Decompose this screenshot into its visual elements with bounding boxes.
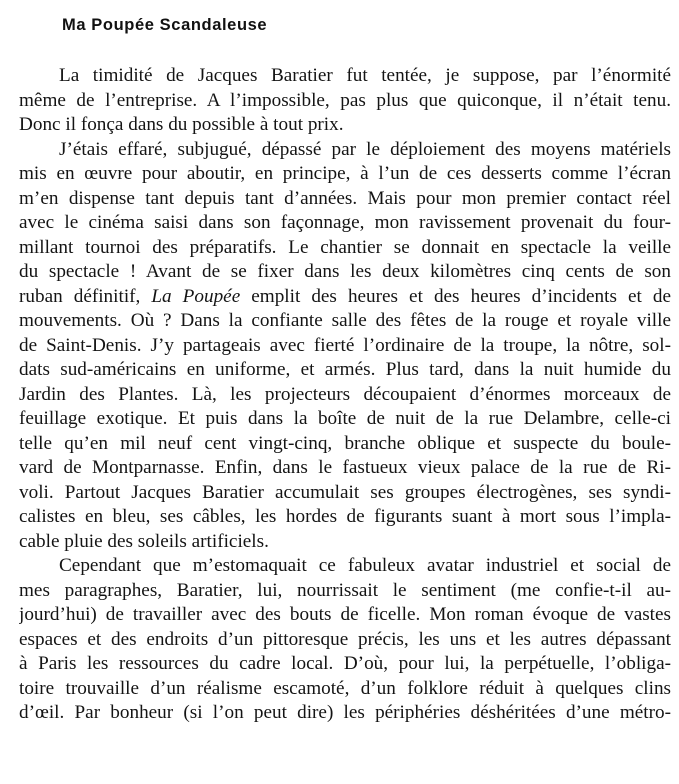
text-line: mis en œuvre pour aboutir, en principe, à l’un de ces desserts comme l’écran xyxy=(19,163,671,184)
text-line: vard de Montparnasse. Enfin, dans le fastueux vieux palace de la rue de Ri- xyxy=(19,457,671,478)
body-text xyxy=(19,64,671,726)
text-line: calistes en bleu, ses câbles, les hordes de figurants suant à mort sous l’impla- xyxy=(19,506,671,527)
chapter-title: Ma Poupée Scandaleuse xyxy=(62,16,268,34)
text-segment: emplit des heures et des heures d’incidents et de xyxy=(240,285,671,307)
text-line: toire trouvaille d’un réalisme escamoté, d’un folklore réduit à quelques clins xyxy=(19,677,671,699)
text-line: espaces et des endroits d’un pittoresque précis, les uns et les autres dépassant xyxy=(19,628,671,650)
text-line: jourd’hui) de travailler avec des bouts de ficelle. Mon roman évoque de vastes xyxy=(19,604,671,625)
text-line: cable pluie des soleils artificiels. xyxy=(19,530,269,552)
text-line: voli. Partout Jacques Baratier accumulait ses groupes électrogènes, ses syndi- xyxy=(19,481,671,503)
text-line: telle qu’en mil neuf cent vingt-cinq, branche oblique et suspecte du boule- xyxy=(19,432,671,454)
text-line: mes paragraphes, Baratier, lui, nourrissait le sentiment (me confie-t-il au- xyxy=(19,579,671,601)
text-line: dats sud-américains en uniforme, et armés. Plus tard, dans la nuit humide du xyxy=(19,359,671,380)
text-line: d’œil. Par bonheur (si l’on peut dire) les périphéries déshéritées d’une métro- xyxy=(19,702,671,723)
film-title-italic: La Poupée xyxy=(151,285,241,307)
text-line: même de l’entreprise. A l’impossible, pas plus que quiconque, il n’était tenu. xyxy=(19,89,671,111)
text-line: Cependant que m’estomaquait ce fabuleux avatar industriel et social de xyxy=(59,555,671,576)
text-line: avec le cinéma saisi dans son façonnage, mon ravissement provenait du four- xyxy=(19,212,671,233)
text-line: Donc il fonça dans du possible à tout prix. xyxy=(19,114,344,135)
text-line: Jardin des Plantes. Là, les projecteurs découpaient d’énormes morceaux de xyxy=(19,383,671,405)
text-line: de Saint-Denis. J’y partageais avec fierté l’ordinaire de la troupe, la nôtre, sol- xyxy=(19,334,671,356)
text-line: mouvements. Où ? Dans la confiante salle des fêtes de la rouge et royale ville xyxy=(19,310,671,331)
text-line: J’étais effaré, subjugué, dépassé par le déploiement des moyens matériels xyxy=(59,138,671,160)
text-line: à Paris les ressources du cadre local. D’où, pour lui, la perpétuelle, l’obliga- xyxy=(19,653,671,674)
text-line: feuillage exotique. Et puis dans la boîte de nuit de la rue Delambre, celle-ci xyxy=(19,408,671,429)
text-line: millant tournoi des préparatifs. Le chantier se donnait en spectacle la veille xyxy=(19,236,671,258)
text-line: du spectacle ! Avant de se fixer dans les deux kilomètres cinq cents de son xyxy=(19,261,671,282)
text-line: La timidité de Jacques Baratier fut tentée, je suppose, par l’énormité xyxy=(59,65,671,86)
text-segment: ruban définitif, xyxy=(19,285,152,307)
text-line: m’en dispense tant depuis tant d’années. Mais pour mon premier contact réel xyxy=(19,187,671,209)
text-line xyxy=(19,285,671,310)
